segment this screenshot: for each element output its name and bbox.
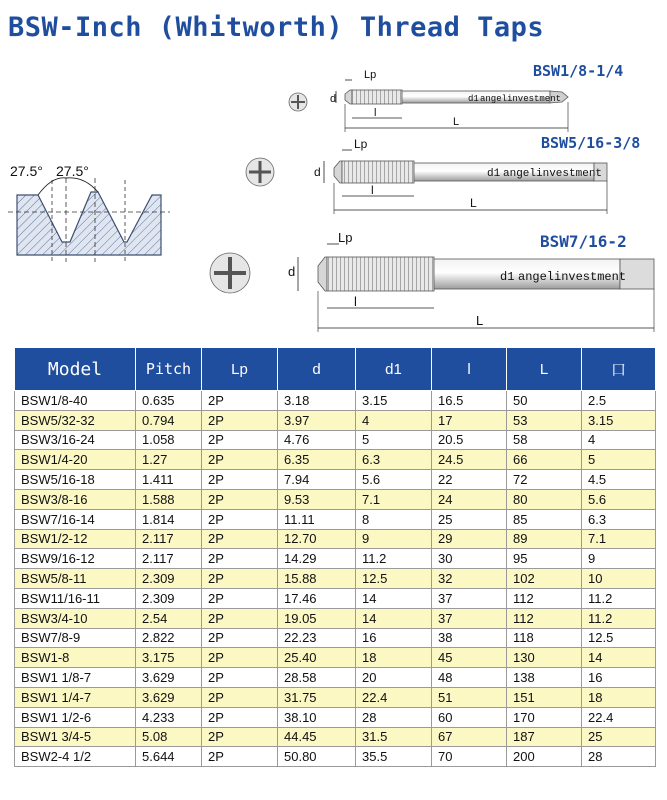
cell-square: 16 — [582, 668, 656, 688]
cell-L: 58 — [507, 430, 582, 450]
cell-d: 7.94 — [278, 470, 356, 490]
col-header-d: d — [278, 348, 356, 391]
cell-l: 67 — [432, 727, 507, 747]
cell-d: 9.53 — [278, 489, 356, 509]
tap-drawing-small — [336, 80, 568, 132]
cell-lp: 2P — [202, 410, 278, 430]
cell-l: 16.5 — [432, 391, 507, 411]
cell-L: 95 — [507, 549, 582, 569]
cell-L: 50 — [507, 391, 582, 411]
cell-pitch: 2.309 — [136, 569, 202, 589]
table-row — [15, 470, 656, 490]
cell-lp: 2P — [202, 747, 278, 767]
cell-d1: 20 — [356, 668, 432, 688]
cell-lp: 2P — [202, 628, 278, 648]
cell-square: 9 — [582, 549, 656, 569]
cell-model: BSW3/4-10 — [15, 608, 136, 628]
cell-d: 22.23 — [278, 628, 356, 648]
tap2-lp-label: Lp — [354, 137, 368, 151]
cell-lp: 2P — [202, 391, 278, 411]
cell-l: 29 — [432, 529, 507, 549]
tap2-size-label: BSW5/16-3/8 — [541, 134, 641, 152]
cell-square: 6.3 — [582, 509, 656, 529]
cell-d: 4.76 — [278, 430, 356, 450]
cell-model: BSW7/16-14 — [15, 509, 136, 529]
cell-pitch: 1.814 — [136, 509, 202, 529]
cell-square: 5 — [582, 450, 656, 470]
cell-square: 18 — [582, 687, 656, 707]
cell-square: 22.4 — [582, 707, 656, 727]
cell-d: 44.45 — [278, 727, 356, 747]
cell-d: 11.11 — [278, 509, 356, 529]
table-row — [15, 668, 656, 688]
cell-model: BSW5/32-32 — [15, 410, 136, 430]
cell-lp: 2P — [202, 668, 278, 688]
cell-square: 11.2 — [582, 608, 656, 628]
cell-d: 3.97 — [278, 410, 356, 430]
cell-lp: 2P — [202, 549, 278, 569]
cell-l: 17 — [432, 410, 507, 430]
cell-square: 4.5 — [582, 470, 656, 490]
cell-square: 25 — [582, 727, 656, 747]
table-row — [15, 410, 656, 430]
cell-square: 14 — [582, 648, 656, 668]
cell-d1: 11.2 — [356, 549, 432, 569]
tap1-brand: angelinvestment — [480, 94, 562, 104]
table-row — [15, 430, 656, 450]
cell-square: 7.1 — [582, 529, 656, 549]
cell-L: 89 — [507, 529, 582, 549]
cell-pitch: 5.08 — [136, 727, 202, 747]
thread-angle-left: 27.5° — [10, 163, 43, 179]
cell-pitch: 3.629 — [136, 668, 202, 688]
tap1-L-label: L — [453, 116, 460, 128]
cell-model: BSW1 1/2-6 — [15, 707, 136, 727]
cell-d: 14.29 — [278, 549, 356, 569]
col-header-l: l — [432, 348, 507, 391]
tap1-lp-label: Lp — [364, 69, 377, 81]
thread-angle-right: 27.5° — [56, 163, 89, 179]
cell-lp: 2P — [202, 529, 278, 549]
cell-model: BSW3/8-16 — [15, 489, 136, 509]
tap1-size-label: BSW1/8-1/4 — [533, 62, 624, 80]
table-row — [15, 727, 656, 747]
cell-pitch: 2.117 — [136, 549, 202, 569]
tap2-d1-label: d1 — [487, 168, 501, 180]
cell-d: 19.05 — [278, 608, 356, 628]
table-body — [15, 391, 656, 767]
cell-lp: 2P — [202, 450, 278, 470]
col-header-square: 口 — [582, 348, 656, 391]
cell-model: BSW9/16-12 — [15, 549, 136, 569]
cell-l: 45 — [432, 648, 507, 668]
cell-model: BSW1/4-20 — [15, 450, 136, 470]
cell-d1: 4 — [356, 410, 432, 430]
cell-L: 66 — [507, 450, 582, 470]
cell-pitch: 1.27 — [136, 450, 202, 470]
cell-l: 37 — [432, 608, 507, 628]
cell-d: 15.88 — [278, 569, 356, 589]
cell-model: BSW1/8-40 — [15, 391, 136, 411]
cell-L: 85 — [507, 509, 582, 529]
cell-d: 38.10 — [278, 707, 356, 727]
cell-model: BSW1-8 — [15, 648, 136, 668]
cell-d1: 3.15 — [356, 391, 432, 411]
tap3-lp-label: Lp — [338, 230, 353, 245]
cell-l: 37 — [432, 588, 507, 608]
cell-pitch: 2.117 — [136, 529, 202, 549]
tap3-l-label: l — [354, 294, 357, 309]
cell-l: 20.5 — [432, 430, 507, 450]
cell-L: 102 — [507, 569, 582, 589]
tap2-L-label: L — [470, 196, 477, 210]
cell-pitch: 5.644 — [136, 747, 202, 767]
technical-drawing — [0, 50, 667, 342]
cell-L: 80 — [507, 489, 582, 509]
cell-l: 32 — [432, 569, 507, 589]
cell-d1: 14 — [356, 608, 432, 628]
cell-pitch: 2.822 — [136, 628, 202, 648]
cell-lp: 2P — [202, 489, 278, 509]
cell-d: 12.70 — [278, 529, 356, 549]
tap2-d-label: d — [314, 165, 321, 179]
tap-drawing-medium — [324, 150, 607, 214]
cell-lp: 2P — [202, 430, 278, 450]
table-row — [15, 608, 656, 628]
cell-lp: 2P — [202, 588, 278, 608]
cell-d1: 14 — [356, 588, 432, 608]
cell-L: 112 — [507, 608, 582, 628]
cell-L: 138 — [507, 668, 582, 688]
cell-l: 51 — [432, 687, 507, 707]
cell-d1: 5.6 — [356, 470, 432, 490]
cell-l: 38 — [432, 628, 507, 648]
cell-d1: 16 — [356, 628, 432, 648]
cell-pitch: 2.54 — [136, 608, 202, 628]
cell-l: 24.5 — [432, 450, 507, 470]
cell-l: 70 — [432, 747, 507, 767]
table-row — [15, 707, 656, 727]
cell-square: 12.5 — [582, 628, 656, 648]
tap1-d-label: d — [330, 93, 337, 105]
cell-lp: 2P — [202, 727, 278, 747]
table-row — [15, 549, 656, 569]
table-header-row — [15, 348, 656, 391]
table-row — [15, 450, 656, 470]
tap2-brand: angelinvestment — [503, 168, 603, 180]
cell-L: 118 — [507, 628, 582, 648]
tap-end-view-small — [289, 93, 307, 111]
table-row — [15, 588, 656, 608]
cell-l: 30 — [432, 549, 507, 569]
cell-d: 25.40 — [278, 648, 356, 668]
table-row — [15, 628, 656, 648]
thread-profile-diagram — [8, 178, 170, 262]
tap1-l-label: l — [374, 107, 377, 119]
col-header-model: Model — [15, 348, 136, 391]
table-row — [15, 569, 656, 589]
cell-d1: 9 — [356, 529, 432, 549]
cell-d1: 18 — [356, 648, 432, 668]
cell-d1: 31.5 — [356, 727, 432, 747]
cell-L: 200 — [507, 747, 582, 767]
cell-L: 170 — [507, 707, 582, 727]
cell-L: 187 — [507, 727, 582, 747]
tap3-size-label: BSW7/16-2 — [540, 232, 627, 251]
cell-d: 17.46 — [278, 588, 356, 608]
cell-model: BSW5/16-18 — [15, 470, 136, 490]
cell-L: 130 — [507, 648, 582, 668]
cell-L: 53 — [507, 410, 582, 430]
cell-l: 24 — [432, 489, 507, 509]
cell-model: BSW11/16-11 — [15, 588, 136, 608]
table-row — [15, 391, 656, 411]
tap-end-view-medium — [246, 158, 274, 186]
cell-model: BSW1/2-12 — [15, 529, 136, 549]
cell-pitch: 3.175 — [136, 648, 202, 668]
cell-L: 151 — [507, 687, 582, 707]
table-row — [15, 747, 656, 767]
cell-pitch: 1.588 — [136, 489, 202, 509]
cell-l: 60 — [432, 707, 507, 727]
table-row — [15, 687, 656, 707]
tap3-brand: angelinvestment — [518, 270, 627, 284]
cell-d1: 5 — [356, 430, 432, 450]
cell-square: 3.15 — [582, 410, 656, 430]
cell-model: BSW1 1/8-7 — [15, 668, 136, 688]
cell-pitch: 4.233 — [136, 707, 202, 727]
table-row — [15, 529, 656, 549]
cell-d1: 8 — [356, 509, 432, 529]
table-row — [15, 648, 656, 668]
cell-L: 112 — [507, 588, 582, 608]
cell-model: BSW3/16-24 — [15, 430, 136, 450]
cell-d: 6.35 — [278, 450, 356, 470]
cell-d: 28.58 — [278, 668, 356, 688]
cell-model: BSW2-4 1/2 — [15, 747, 136, 767]
cell-d: 31.75 — [278, 687, 356, 707]
cell-pitch: 1.411 — [136, 470, 202, 490]
cell-model: BSW5/8-11 — [15, 569, 136, 589]
table-row — [15, 509, 656, 529]
cell-lp: 2P — [202, 687, 278, 707]
cell-pitch: 0.794 — [136, 410, 202, 430]
tap-end-view-large — [210, 253, 250, 293]
cell-lp: 2P — [202, 707, 278, 727]
cell-d1: 7.1 — [356, 489, 432, 509]
specifications-table — [14, 347, 656, 767]
cell-l: 22 — [432, 470, 507, 490]
cell-model: BSW1 1/4-7 — [15, 687, 136, 707]
tap1-d1-label: d1 — [468, 94, 479, 104]
cell-square: 2.5 — [582, 391, 656, 411]
cell-pitch: 0.635 — [136, 391, 202, 411]
cell-L: 72 — [507, 470, 582, 490]
cell-pitch: 3.629 — [136, 687, 202, 707]
cell-square: 10 — [582, 569, 656, 589]
tap3-d1-label: d1 — [500, 270, 515, 284]
cell-square: 28 — [582, 747, 656, 767]
cell-d1: 35.5 — [356, 747, 432, 767]
cell-d1: 22.4 — [356, 687, 432, 707]
cell-l: 25 — [432, 509, 507, 529]
tap3-L-label: L — [476, 313, 484, 328]
cell-l: 48 — [432, 668, 507, 688]
col-header-pitch: Pitch — [136, 348, 202, 391]
table-row — [15, 489, 656, 509]
cell-lp: 2P — [202, 569, 278, 589]
cell-d: 50.80 — [278, 747, 356, 767]
cell-model: BSW1 3/4-5 — [15, 727, 136, 747]
cell-d1: 28 — [356, 707, 432, 727]
col-header-d1: d1 — [356, 348, 432, 391]
cell-pitch: 2.309 — [136, 588, 202, 608]
cell-lp: 2P — [202, 648, 278, 668]
cell-d: 3.18 — [278, 391, 356, 411]
cell-d1: 6.3 — [356, 450, 432, 470]
cell-square: 4 — [582, 430, 656, 450]
page-title: BSW-Inch (Whitworth) Thread Taps — [8, 12, 545, 43]
tap3-d-label: d — [288, 264, 296, 279]
cell-pitch: 1.058 — [136, 430, 202, 450]
cell-square: 11.2 — [582, 588, 656, 608]
cell-model: BSW7/8-9 — [15, 628, 136, 648]
cell-lp: 2P — [202, 470, 278, 490]
col-header-L: L — [507, 348, 582, 391]
cell-lp: 2P — [202, 608, 278, 628]
cell-lp: 2P — [202, 509, 278, 529]
cell-d1: 12.5 — [356, 569, 432, 589]
cell-square: 5.6 — [582, 489, 656, 509]
tap2-l-label: l — [371, 183, 374, 197]
col-header-lp: Lp — [202, 348, 278, 391]
